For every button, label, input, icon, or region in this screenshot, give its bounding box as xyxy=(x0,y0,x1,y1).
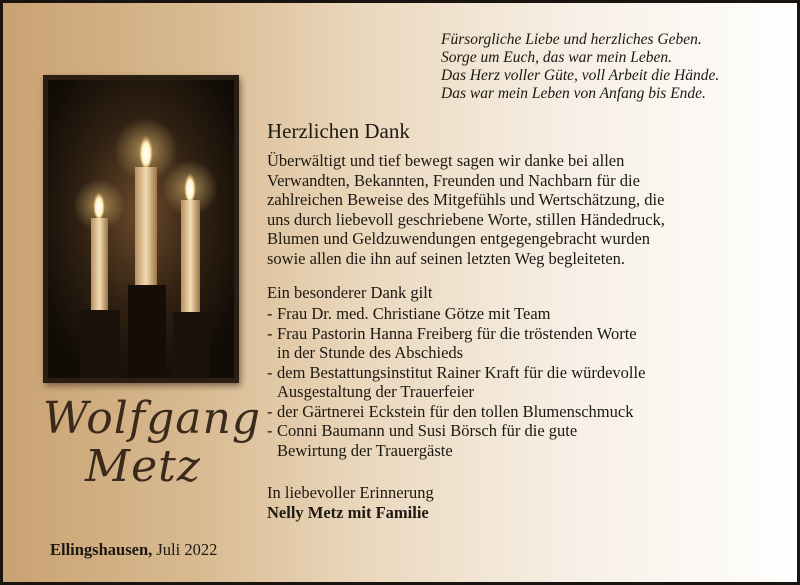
closing-line: In liebevoller Erinnerung xyxy=(267,483,434,502)
poem xyxy=(441,31,791,103)
poem-line: Fürsorgliche Liebe und herzliches Geben. xyxy=(441,31,702,48)
special-thanks-heading: Ein besonderer Dank gilt xyxy=(267,283,433,302)
first-name: Wolfgang xyxy=(43,393,261,444)
list-item: - der Gärtnerei Eckstein für den tollen Blumenschmuck xyxy=(267,401,634,421)
place: Ellingshausen, xyxy=(50,540,153,559)
date: Juli 2022 xyxy=(156,540,218,559)
last-name: Metz xyxy=(85,441,201,492)
intro-paragraph xyxy=(267,151,787,268)
candles-icon xyxy=(48,80,234,378)
list-item: - Frau Dr. med. Christiane Götze mit Team xyxy=(267,304,551,323)
poem-line: Sorge um Euch, das war mein Leben. xyxy=(441,49,673,66)
intro-line: Verwandten, Bekannten, Freunden und Nachbarn für die xyxy=(267,170,640,190)
thanks-list xyxy=(267,304,787,460)
page-title: Herzlichen Dank xyxy=(267,119,410,143)
intro-line: Überwältigt und tief bewegt sagen wir danke bei allen xyxy=(267,151,625,170)
family-signature: Nelly Metz mit Familie xyxy=(267,503,429,522)
poem-line: Das war mein Leben von Anfang bis Ende. xyxy=(441,85,706,102)
list-item: - dem Bestattungsinstitut Rainer Kraft für die würdevolle Ausgestaltung der Trauerfeier xyxy=(267,362,646,401)
closing-block xyxy=(267,483,434,523)
candles-photo xyxy=(43,75,239,383)
deceased-name xyxy=(43,393,261,492)
list-item: - Conni Baumann und Susi Börsch für die gute Bewirtung der Trauergäste xyxy=(267,421,578,460)
place-date xyxy=(50,540,217,560)
intro-line: uns durch liebevoll geschriebene Worte, stillen Händedruck, xyxy=(267,209,665,229)
poem-line: Das Herz voller Güte, voll Arbeit die Hände. xyxy=(441,67,720,84)
intro-line: sowie allen die ihn auf seinen letzten Weg begleiteten. xyxy=(267,248,626,268)
list-item: - Frau Pastorin Hanna Freiberg für die tröstenden Worte in der Stunde des Abschieds xyxy=(267,323,637,362)
intro-line: Blumen und Geldzuwendungen entgegengebracht wurden xyxy=(267,229,651,248)
intro-line: zahlreichen Beweise des Mitgefühls und Wertschätzung, die xyxy=(267,190,665,209)
